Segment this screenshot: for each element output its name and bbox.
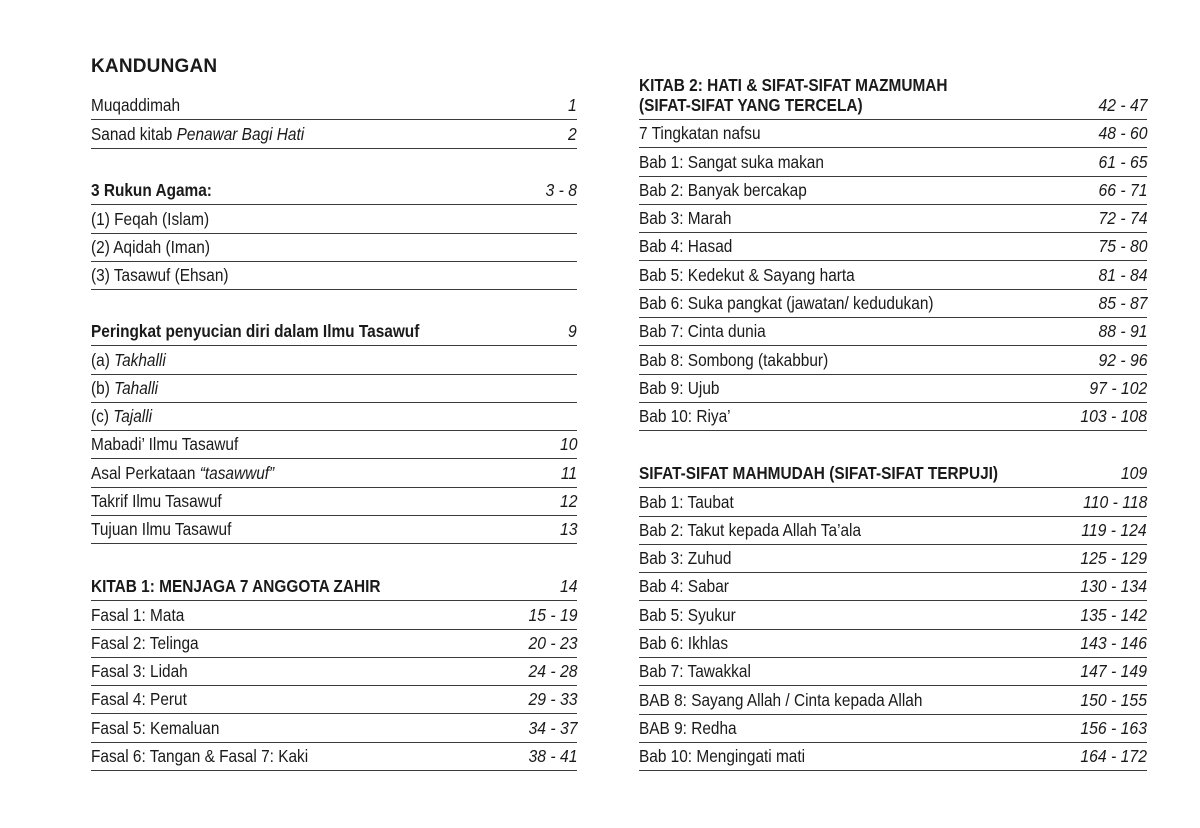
toc-entry[interactable] bbox=[91, 403, 577, 431]
toc-entry-label: Bab 2: Takut kepada Allah Ta’ala bbox=[639, 519, 862, 540]
toc-entry[interactable] bbox=[639, 743, 1147, 771]
toc-heading-label: 3 Rukun Agama: bbox=[91, 180, 212, 201]
toc-entry-label: Bab 1: Taubat bbox=[639, 491, 734, 512]
toc-entry-page: 10 bbox=[559, 434, 577, 455]
toc-entry[interactable] bbox=[639, 346, 1147, 374]
toc-entry[interactable] bbox=[91, 205, 577, 233]
label-italic-text: Penawar Bagi Hati bbox=[176, 123, 305, 144]
label-italic-text: Tajalli bbox=[113, 406, 153, 427]
toc-entry-label: Bab 5: Syukur bbox=[639, 604, 736, 625]
toc-entry-label bbox=[91, 350, 519, 374]
toc-entry-label bbox=[91, 406, 519, 430]
toc-section-peringkat bbox=[91, 318, 577, 544]
toc-section-rukun-agama bbox=[91, 177, 577, 290]
heading-line-1: KITAB 2: HATI & SIFAT-SIFAT MAZMUMAH bbox=[639, 75, 948, 95]
toc-entry[interactable] bbox=[639, 375, 1147, 403]
toc-entry[interactable] bbox=[639, 148, 1147, 176]
toc-entry-label: Bab 7: Tawakkal bbox=[639, 661, 751, 682]
toc-entry-page: 20 - 23 bbox=[527, 632, 577, 653]
toc-entry-label: (2) Aqidah (Iman) bbox=[91, 236, 210, 257]
toc-entry-label: Takrif Ilmu Tasawuf bbox=[91, 491, 222, 512]
toc-entry[interactable] bbox=[91, 488, 577, 516]
toc-entry-label: BAB 9: Redha bbox=[639, 717, 737, 738]
toc-entry-page: 97 - 102 bbox=[1089, 377, 1147, 398]
toc-title: KANDUNGAN bbox=[91, 56, 218, 77]
toc-section-heading[interactable] bbox=[91, 573, 577, 601]
toc-entry-label: Fasal 1: Mata bbox=[91, 604, 185, 625]
toc-entry-page: 156 - 163 bbox=[1080, 717, 1147, 738]
toc-entry[interactable] bbox=[91, 234, 577, 262]
toc-section-heading[interactable] bbox=[639, 72, 1147, 120]
toc-section-heading[interactable] bbox=[91, 318, 577, 346]
toc-entry[interactable] bbox=[91, 92, 577, 120]
toc-entry[interactable] bbox=[91, 516, 577, 544]
toc-heading-label: SIFAT-SIFAT MAHMUDAH (SIFAT-SIFAT TERPUJI) bbox=[639, 463, 999, 484]
toc-entry-page: 109 bbox=[1120, 463, 1147, 484]
toc-entry-page: 164 - 172 bbox=[1080, 746, 1147, 767]
toc-entry[interactable] bbox=[639, 658, 1147, 686]
toc-entry-label: Bab 6: Ikhlas bbox=[639, 633, 729, 654]
toc-entry-page: 24 - 28 bbox=[527, 661, 577, 682]
toc-entry[interactable] bbox=[91, 743, 577, 771]
toc-entry-label: (3) Tasawuf (Ehsan) bbox=[91, 265, 229, 286]
toc-section-heading[interactable] bbox=[639, 460, 1147, 488]
toc-entry-page: 11 bbox=[560, 462, 577, 483]
toc-entry-page: 75 - 80 bbox=[1097, 236, 1147, 257]
toc-entry[interactable] bbox=[639, 120, 1147, 148]
toc-entry-page: 48 - 60 bbox=[1097, 123, 1147, 144]
toc-entry[interactable] bbox=[639, 290, 1147, 318]
toc-entry-label: Fasal 4: Perut bbox=[91, 689, 187, 710]
toc-entry-label: Bab 7: Cinta dunia bbox=[639, 321, 766, 342]
toc-entry[interactable] bbox=[639, 233, 1147, 261]
toc-entry-page: 15 - 19 bbox=[527, 604, 577, 625]
toc-entry-page: 119 - 124 bbox=[1081, 519, 1147, 540]
toc-entry-page: 29 - 33 bbox=[527, 689, 577, 710]
toc-entry-label: (1) Feqah (Islam) bbox=[91, 208, 210, 229]
toc-entry-page: 12 bbox=[559, 491, 577, 512]
toc-entry-page: 72 - 74 bbox=[1097, 208, 1147, 229]
toc-entry[interactable] bbox=[639, 177, 1147, 205]
toc-entry[interactable] bbox=[639, 686, 1147, 714]
toc-entry-label: Mabadi’ Ilmu Tasawuf bbox=[91, 434, 239, 455]
toc-entry-label: BAB 8: Sayang Allah / Cinta kepada Allah bbox=[639, 689, 923, 710]
toc-entry[interactable] bbox=[91, 375, 577, 403]
toc-section-kitab-2 bbox=[639, 72, 1147, 431]
toc-entry-page: 143 - 146 bbox=[1080, 633, 1147, 654]
toc-entry-label: Fasal 2: Telinga bbox=[91, 632, 199, 653]
toc-section-kitab-1 bbox=[91, 573, 577, 771]
toc-entry-page: 110 - 118 bbox=[1082, 491, 1147, 512]
toc-entry-label: Fasal 6: Tangan & Fasal 7: Kaki bbox=[91, 746, 309, 767]
label-text: (c) bbox=[91, 406, 114, 427]
toc-entry-page: 88 - 91 bbox=[1097, 321, 1147, 342]
toc-entry-page: 61 - 65 bbox=[1097, 151, 1147, 172]
toc-entry[interactable] bbox=[91, 658, 577, 686]
toc-entry[interactable] bbox=[639, 205, 1147, 233]
toc-entry[interactable] bbox=[639, 630, 1147, 658]
toc-entry-page: 2 bbox=[568, 123, 577, 144]
toc-entry-page: 38 - 41 bbox=[527, 746, 577, 767]
toc-entry-label bbox=[91, 463, 503, 487]
toc-entry-label: Fasal 3: Lidah bbox=[91, 661, 188, 682]
toc-entry-label: Bab 9: Ujub bbox=[639, 377, 720, 398]
toc-entry[interactable] bbox=[91, 431, 577, 459]
toc-entry-label: Bab 4: Hasad bbox=[639, 236, 733, 257]
toc-entry[interactable] bbox=[639, 318, 1147, 346]
toc-entry-label: Muqaddimah bbox=[91, 95, 181, 116]
toc-entry[interactable] bbox=[639, 573, 1147, 601]
toc-entry-label: Bab 6: Suka pangkat (jawatan/ kedudukan) bbox=[639, 293, 934, 314]
label-text: Asal Perkataan bbox=[91, 462, 200, 483]
toc-heading-label: KITAB 1: MENJAGA 7 ANGGOTA ZAHIR bbox=[91, 576, 381, 597]
heading-line-2: (SIFAT-SIFAT YANG TERCELA) bbox=[639, 95, 863, 115]
toc-entry[interactable] bbox=[639, 403, 1147, 431]
toc-entry[interactable] bbox=[91, 714, 577, 742]
toc-entry-page: 130 - 134 bbox=[1080, 576, 1147, 597]
toc-entry-page: 135 - 142 bbox=[1080, 604, 1147, 625]
label-text: (b) bbox=[91, 377, 115, 398]
toc-entry-label: 7 Tingkatan nafsu bbox=[639, 123, 761, 144]
toc-entry-page: 125 - 129 bbox=[1080, 548, 1147, 569]
toc-entry[interactable] bbox=[639, 601, 1147, 629]
toc-entry-label: Fasal 5: Kemaluan bbox=[91, 717, 220, 738]
toc-entry-label: Bab 1: Sangat suka makan bbox=[639, 151, 824, 172]
toc-entry-label: Bab 5: Kedekut & Sayang harta bbox=[639, 264, 855, 285]
toc-entry-page: 103 - 108 bbox=[1080, 406, 1147, 427]
toc-entry-page: 92 - 96 bbox=[1097, 349, 1147, 370]
toc-entry-page: 81 - 84 bbox=[1097, 264, 1147, 285]
toc-entry-page: 14 bbox=[559, 576, 577, 597]
toc-entry-label: Bab 8: Sombong (takabbur) bbox=[639, 349, 829, 370]
toc-entry-page: 1 bbox=[568, 95, 577, 116]
toc-entry[interactable] bbox=[639, 517, 1147, 545]
toc-entry[interactable] bbox=[639, 545, 1147, 573]
toc-entry-page: 34 - 37 bbox=[527, 717, 577, 738]
toc-entry[interactable] bbox=[639, 715, 1147, 743]
toc-entry-page: 66 - 71 bbox=[1097, 179, 1147, 200]
toc-entry-label: Bab 10: Riya’ bbox=[639, 406, 731, 427]
toc-entry-label: Bab 10: Mengingati mati bbox=[639, 746, 806, 767]
toc-entry-label: Bab 4: Sabar bbox=[639, 576, 729, 597]
toc-entry[interactable] bbox=[91, 459, 577, 487]
toc-entry[interactable] bbox=[91, 346, 577, 374]
toc-entry-page: 42 - 47 bbox=[1097, 95, 1147, 115]
toc-entry[interactable] bbox=[91, 601, 577, 629]
label-text: Sanad kitab bbox=[91, 123, 177, 144]
toc-entry-page: 9 bbox=[568, 321, 577, 342]
toc-section-heading[interactable] bbox=[91, 177, 577, 205]
label-italic-text: Tahalli bbox=[114, 377, 159, 398]
toc-entry-label: Bab 3: Marah bbox=[639, 208, 732, 229]
toc-entry[interactable] bbox=[91, 686, 577, 714]
toc-entry[interactable] bbox=[639, 261, 1147, 289]
toc-entry-label: Tujuan Ilmu Tasawuf bbox=[91, 519, 232, 540]
label-italic-text: Takhalli bbox=[114, 349, 166, 370]
toc-entry-label bbox=[91, 378, 519, 402]
toc-entry[interactable] bbox=[639, 488, 1147, 516]
label-italic-text: “tasawwuf” bbox=[199, 462, 275, 483]
toc-section-intro bbox=[91, 92, 577, 149]
toc-entry[interactable] bbox=[91, 262, 577, 290]
toc-entry[interactable] bbox=[91, 120, 577, 148]
toc-entry-page: 147 - 149 bbox=[1080, 661, 1147, 682]
toc-entry-label: Bab 2: Banyak bercakap bbox=[639, 179, 807, 200]
toc-entry-label: Bab 3: Zuhud bbox=[639, 548, 732, 569]
toc-entry-page: 13 bbox=[559, 519, 577, 540]
toc-entry-page: 150 - 155 bbox=[1080, 689, 1147, 710]
toc-entry-page: 3 - 8 bbox=[545, 180, 577, 201]
toc-section-mahmudah bbox=[639, 460, 1147, 771]
toc-heading-label: Peringkat penyucian diri dalam Ilmu Tasawuf bbox=[91, 321, 420, 342]
toc-entry[interactable] bbox=[91, 630, 577, 658]
label-text: (a) bbox=[91, 349, 115, 370]
toc-heading-label bbox=[639, 75, 1038, 119]
toc-entry-page: 85 - 87 bbox=[1097, 293, 1147, 314]
toc-entry-label bbox=[91, 124, 510, 148]
